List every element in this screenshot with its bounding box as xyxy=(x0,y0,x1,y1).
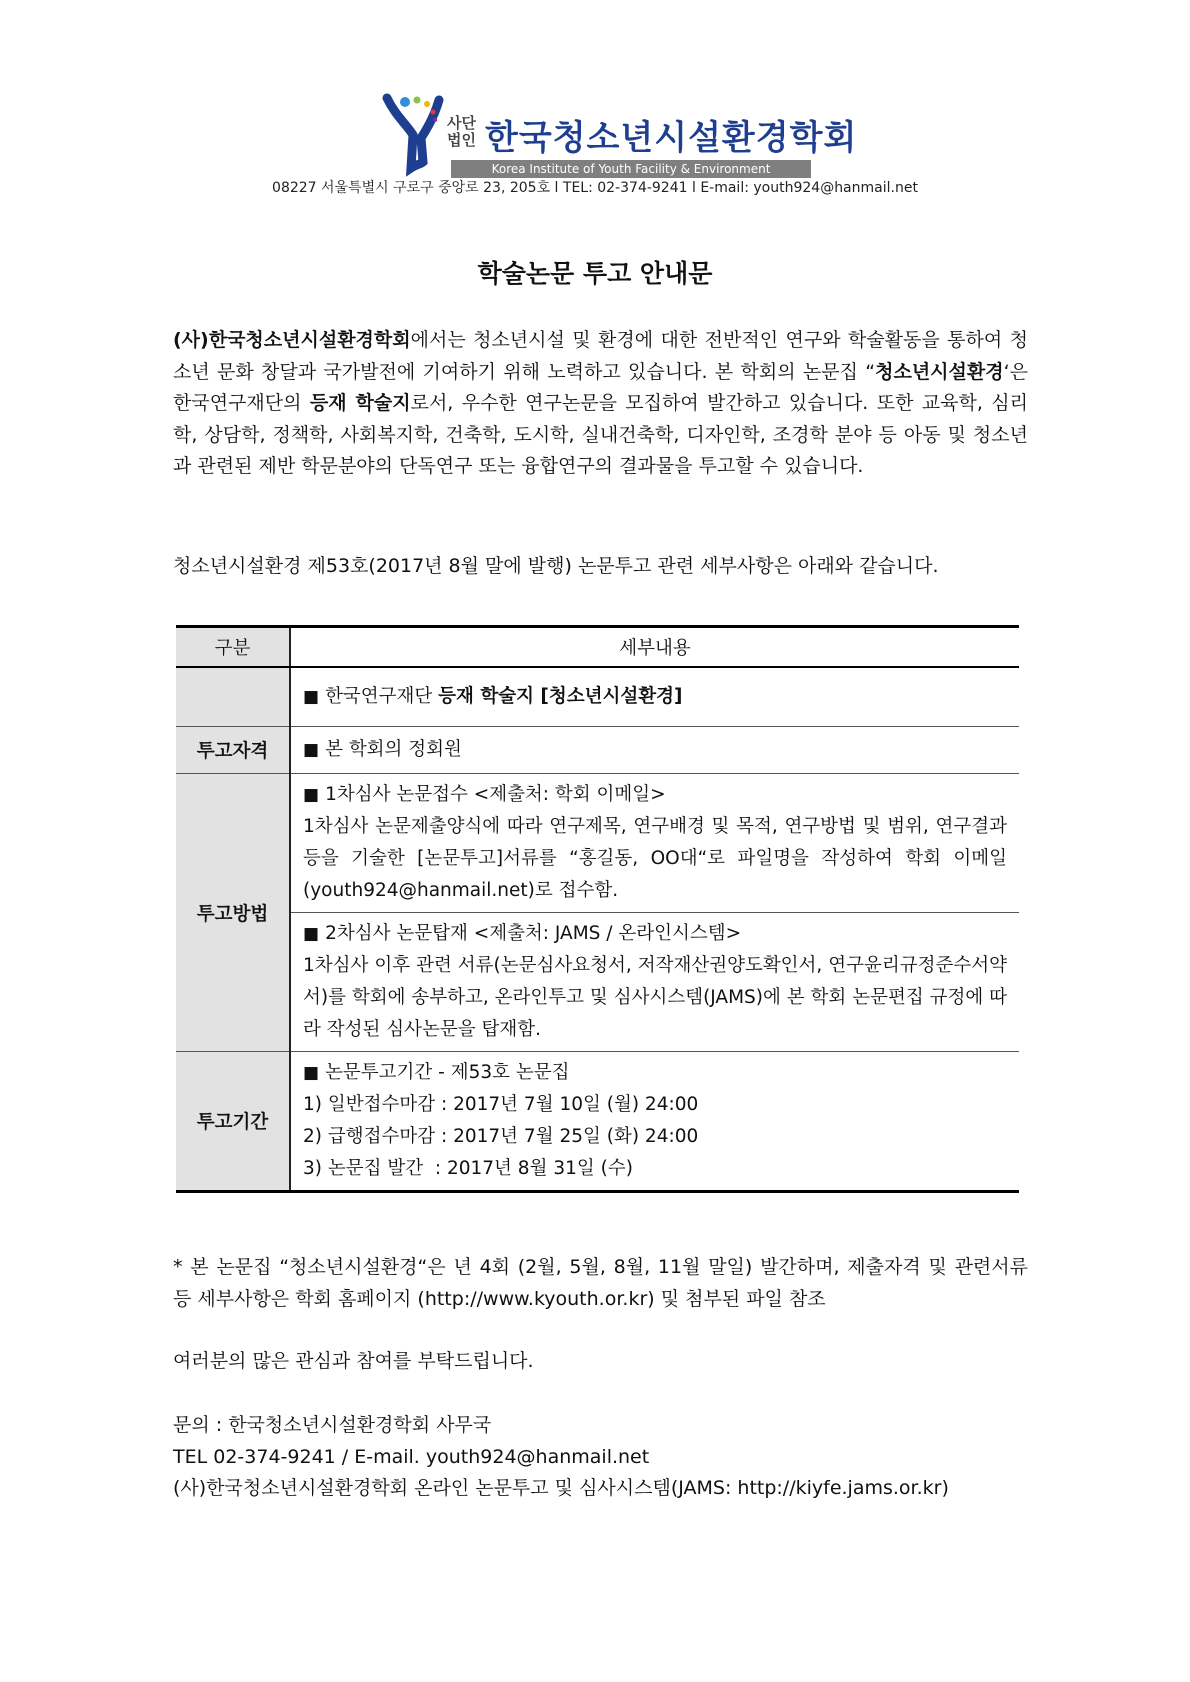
table-row-method-1 xyxy=(176,774,1019,913)
qualification-text: 본 학회의 정회원 xyxy=(325,739,462,760)
period-line-1: 1) 일반접수마감 : 2017년 7월 10일 (월) 24:00 xyxy=(303,1094,699,1115)
journal-name-bold: 청소년시설환경 xyxy=(875,360,1004,383)
col-header-details: 세부내용 xyxy=(290,627,1019,668)
col-header-category: 구분 xyxy=(176,627,290,668)
period-line-3: 3) 논문집 발간 : 2017년 8월 31일 (수) xyxy=(303,1158,633,1179)
qualification-label: 투고자격 xyxy=(176,727,290,774)
period-cell xyxy=(290,1052,1019,1192)
registered-journal-bold: 등재 학술지 xyxy=(309,392,411,414)
period-title xyxy=(303,1057,1007,1089)
contact-block xyxy=(173,1410,949,1505)
method-step2-title-text: 2차심사 논문탑재 <제출처: JAMS / 온라인시스템> xyxy=(325,923,742,944)
org-address: 08227 서울특별시 구로구 중앙로 23, 205호 l TEL: 02-374-9241 l E-mail: youth924@hanmail.net xyxy=(272,180,918,196)
period-line-2: 2) 급행접수마감 : 2017년 7월 25일 (화) 24:00 xyxy=(303,1126,699,1147)
org-logo xyxy=(385,90,858,180)
org-name-english: Korea Institute of Youth Facility & Environment xyxy=(451,160,811,178)
method-step1-title-text: 1차심사 논문접수 <제출처: 학회 이메일> xyxy=(325,784,666,805)
method-step1-cell xyxy=(290,774,1019,913)
document-title: 학술논문 투고 안내문 xyxy=(477,259,713,288)
bullet-square-icon: ■ xyxy=(303,924,320,944)
method-step2-cell xyxy=(290,913,1019,1052)
bullet-square-icon: ■ xyxy=(303,785,320,805)
intro-text-2: ‘은 한국연구재단의 xyxy=(173,360,1028,414)
table-row-period xyxy=(176,1052,1019,1192)
org-name: 한국청소년시설환경학회 xyxy=(485,118,858,158)
submission-guide-table xyxy=(176,625,1019,1193)
bullet-square-icon: ■ xyxy=(303,740,320,760)
closing-remark: 여러분의 많은 관심과 참여를 부탁드립니다. xyxy=(173,1350,534,1372)
contact-line-3: (사)한국청소년시설환경학회 온라인 논문투고 및 심사시스템(JAMS: http://kiyfe.jams.or.kr) xyxy=(173,1477,949,1499)
period-title-text: 논문투고기간 - 제53호 논문집 xyxy=(325,1062,570,1083)
journal-cell xyxy=(290,667,1019,727)
org-name-bold: (사)한국청소년시설환경학회 xyxy=(173,329,411,351)
method-step1-title xyxy=(303,779,1007,811)
logo-mark-icon xyxy=(375,90,445,180)
intro-text-1: 에서는 청소년시설 및 환경에 대한 전반적인 연구와 학술활동을 통하여 청소년 문화 창달과 국가발전에 기여하기 위해 노력하고 있습니다. 본 학회의 논문집 “ xyxy=(173,329,1028,383)
bullet-square-icon: ■ xyxy=(303,1063,320,1083)
intro-text-3: 로서, 우수한 연구논문을 모집하여 발간하고 있습니다. 또한 교육학, 심리학, 상담학, 정책학, 사회복지학, 건축학, 도시학, 실내건축학, 디자인학, 조경학 분야 등 아동 및 청소년과 관련된 제반 학문분야의 단독연구 또는 융합연구의 결과물을 투고할 수 있습니다. xyxy=(173,392,1028,477)
journal-prefix: 한국연구재단 xyxy=(325,686,439,707)
bullet-square-icon: ■ xyxy=(303,687,320,707)
contact-line-2: TEL 02-374-9241 / E-mail. youth924@hanmail.net xyxy=(173,1445,650,1468)
qualification-cell xyxy=(290,727,1019,774)
method-label: 투고방법 xyxy=(176,774,290,1052)
table-row-method-2 xyxy=(176,913,1019,1052)
table-row-journal xyxy=(176,667,1019,727)
table-row-qualification xyxy=(176,727,1019,774)
method-step2-text: 1차심사 이후 관련 서류(논문심사요청서, 저작재산권양도확인서, 연구윤리규정준수서약서)를 학회에 송부하고, 온라인투고 및 심사시스템(JAMS)에 본 학회 논문편집 규정에 따라 작성된 심사논문을 탑재함. xyxy=(303,955,1007,1040)
footnote: * 본 논문집 “청소년시설환경“은 년 4회 (2월, 5월, 8월, 11월 말일) 발간하며, 제출자격 및 관련서류 등 세부사항은 학회 홈페이지 (http://www.kyouth.or.kr) 및 첨부된 파일 참조 xyxy=(173,1256,1028,1310)
contact-line-1: 문의 : 한국청소년시설환경학회 사무국 xyxy=(173,1414,492,1436)
journal-bold: 등재 학술지 [청소년시설환경] xyxy=(438,686,683,707)
intro-paragraph xyxy=(173,325,1028,483)
logo-prefix: 사단법인 xyxy=(447,114,476,149)
method-step2-title xyxy=(303,918,1007,950)
table-header-row xyxy=(176,627,1019,668)
issue-note: 청소년시설환경 제53호(2017년 8월 말에 발행) 논문투고 관련 세부사항은 아래와 같습니다. xyxy=(173,555,939,577)
empty-label-cell xyxy=(176,667,290,727)
period-label: 투고기간 xyxy=(176,1052,290,1192)
method-step1-text: 1차심사 논문제출양식에 따라 연구제목, 연구배경 및 목적, 연구방법 및 범위, 연구결과 등을 기술한 [논문투고]서류를 “홍길동, OO대“로 파일명을 작성하여 학회 이메일(youth924@hanmail.net)로 접수함. xyxy=(303,816,1007,901)
